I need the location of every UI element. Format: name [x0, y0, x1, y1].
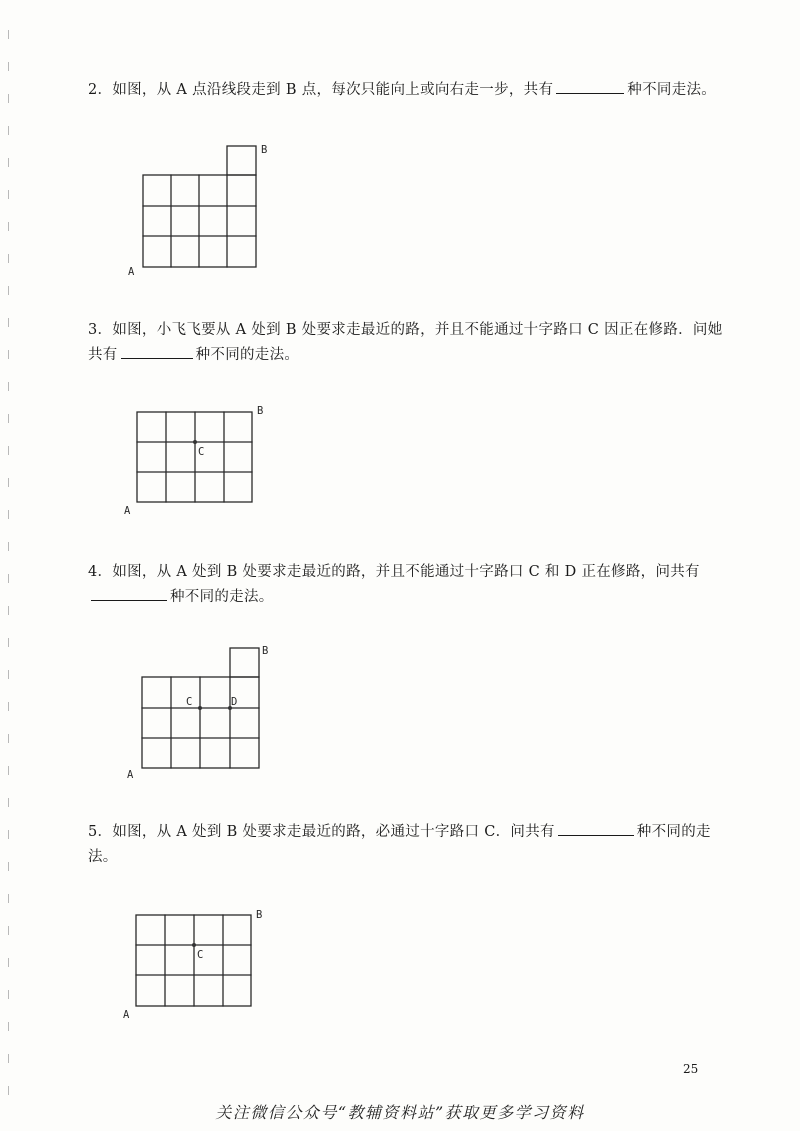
point-a-label: A: [124, 505, 131, 517]
question-3-tail: 种不同的走法。: [195, 347, 300, 363]
point-a-label: A: [127, 769, 134, 781]
question-4-lead: 4．如图，从 A 处到 B 处要求走最近的路，并且不能通过十字路口 C 和 D 正在修路，问共有: [88, 564, 700, 580]
point-d-label: D: [231, 696, 238, 708]
question-5-lead: 5．如图，从 A 处到 B 处要求走最近的路，必通过十字路口 C．问共有: [88, 824, 555, 840]
point-b-label: B: [262, 645, 269, 657]
point-c-label: C: [186, 696, 193, 708]
point-b-label: B: [256, 909, 263, 921]
question-2-lead: 2．如图，从 A 点沿线段走到 B 点，每次只能向上或向右走一步，共有: [88, 82, 554, 98]
question-4-tail: 种不同的走法。: [170, 589, 274, 605]
question-3-lead: 3．如图，小飞飞要从 A 处到 B 处要求走最近的路，并且不能通过十字路口 C 因正在修路．问她共有: [88, 322, 723, 363]
crossing-point-c: [192, 943, 196, 947]
footer-note: 关注微信公众号“教辅资料站”获取更多学习资料: [215, 1103, 585, 1122]
point-a-label: A: [123, 1009, 130, 1021]
point-b-label: B: [261, 144, 268, 156]
point-b-label: B: [257, 405, 264, 417]
question-5-tail: 种不同的走法。: [88, 824, 711, 865]
point-c-label: C: [197, 949, 204, 961]
page-number: 25: [683, 1062, 699, 1076]
question-2-tail: 种不同走法。: [627, 82, 717, 98]
point-a-label: A: [128, 266, 135, 278]
point-c-label: C: [198, 446, 205, 458]
